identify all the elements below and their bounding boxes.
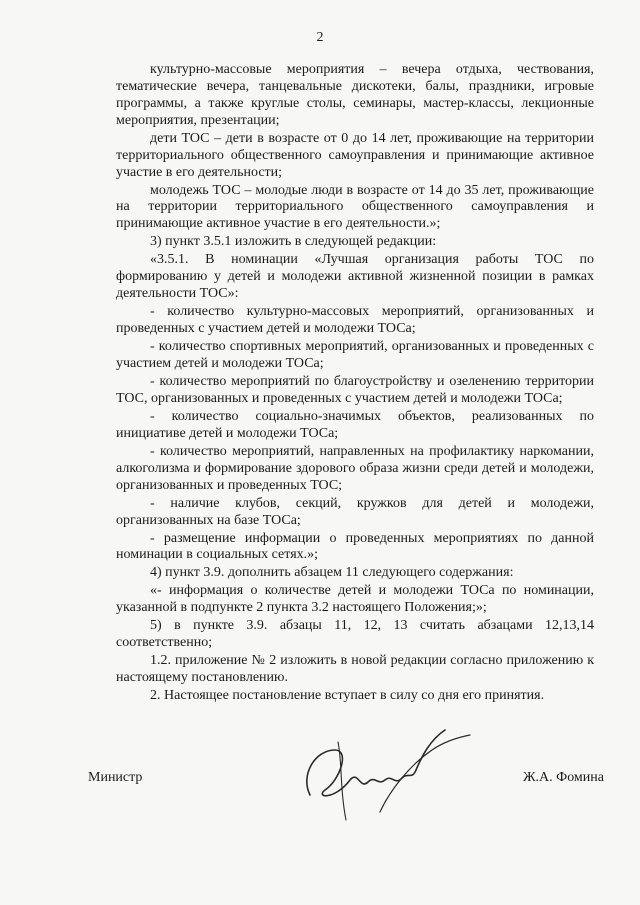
list-item: - размещение информации о проведенных мероприятиях по данной номинации в социальных сетях.»; [116, 530, 594, 563]
paragraph-2: 2. Настоящее постановление вступает в силу со дня его принятия. [150, 688, 545, 704]
paragraph-item-4-content: «- информация о количестве детей и молодежи ТОСа по номинации, указанной в подпункте 2 пункта 3.2 настоящего Положения;»; [116, 583, 594, 616]
signatory-title: Министр [88, 770, 143, 785]
list-item: - наличие клубов, секций, кружков для детей и молодежи, организованных на базе ТОСа; [116, 495, 594, 528]
list-item: - количество мероприятий, направленных на профилактику наркомании, алкоголизма и формирование здорового образа жизни среди детей и молодежи, организованных и проведенных ТОС; [116, 443, 594, 493]
signatory-name: Ж.А. Фомина [522, 770, 604, 785]
signature-block [0, 770, 640, 800]
paragraph-item-5: 5) в пункте 3.9. абзацы 11, 12, 13 считать абзацами 12,13,14 соответственно; [116, 618, 594, 651]
paragraph-item-4: 4) пункт 3.9. дополнить абзацем 11 следующего содержания: [150, 565, 514, 581]
document-body [116, 62, 594, 706]
paragraph-definition-youth: молодежь ТОС – молодые люди в возрасте от 14 до 35 лет, проживающие на территории территориального общественного самоуправления и принимающие активное участие в его деятельности.»; [116, 182, 594, 232]
paragraph-nomination: «3.5.1. В номинации «Лучшая организация работы ТОС по формированию у детей и молодежи активной жизненной позиции в рамках деятельности ТОС»: [116, 252, 594, 302]
list-item: - количество спортивных мероприятий, организованных и проведенных с участием детей и молодежи ТОСа; [116, 339, 594, 371]
list-item: - количество культурно-массовых мероприятий, организованных и проведенных с участием детей и молодежи ТОСа; [116, 304, 594, 337]
page-number: 2 [316, 30, 324, 45]
paragraph-1-2: 1.2. приложение № 2 изложить в новой редакции согласно приложению к настоящему постановлению. [116, 653, 594, 686]
paragraph-definition-events: культурно-массовые мероприятия – вечера отдыха, чествования, тематические вечера, танцевальные дискотеки, балы, праздники, игровые программы, а также круглые столы, семинары, мастер-классы, лекционные мероприятия, презентации; [116, 62, 594, 128]
paragraph-definition-children: дети ТОС – дети в возрасте от 0 до 14 лет, проживающие на территории территориального общественного самоуправления и принимающие активное участие в его деятельности; [116, 130, 594, 180]
list-item: - количество социально-значимых объектов, реализованных по инициативе детей и молодежи ТОСа; [116, 408, 594, 441]
list-item: - количество мероприятий по благоустройству и озеленению территории ТОС, организованных и проведенных с участием детей и молодежи ТОСа; [116, 373, 594, 406]
paragraph-item-3: 3) пункт 3.5.1 изложить в следующей редакции: [150, 234, 437, 250]
